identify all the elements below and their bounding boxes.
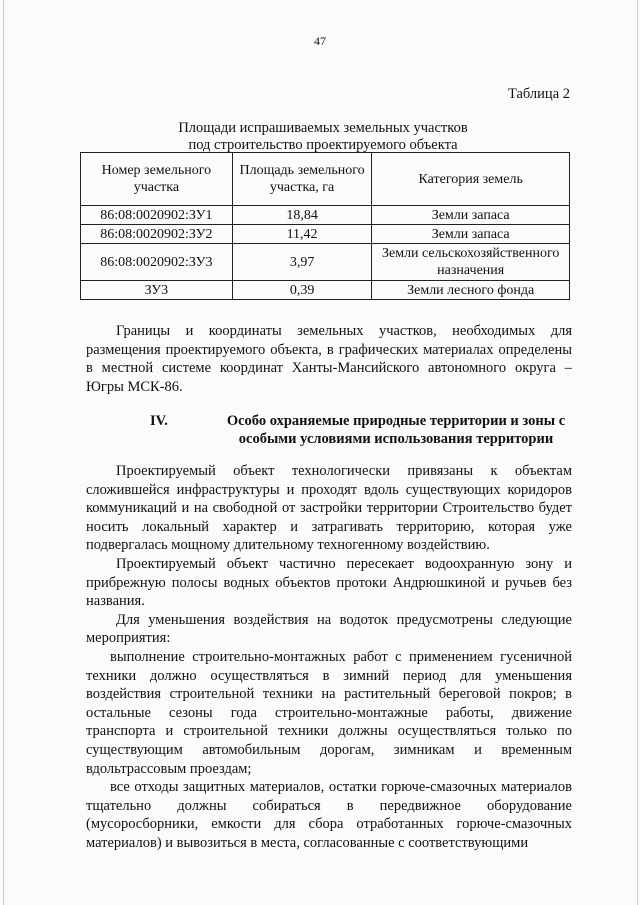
header-parcel-number: Номер земельного участка bbox=[81, 153, 233, 206]
cell-category: Земли сельскохозяйственного назначения bbox=[372, 244, 570, 281]
cell-parcel-number: ЗУ3 bbox=[81, 281, 233, 300]
table-row bbox=[81, 281, 570, 300]
table-label: Таблица 2 bbox=[507, 86, 570, 102]
table-caption bbox=[88, 120, 558, 154]
cell-area: 11,42 bbox=[232, 225, 372, 244]
cell-area: 18,84 bbox=[232, 206, 372, 225]
page-number: 47 bbox=[314, 34, 326, 48]
cell-category: Земли запаса bbox=[372, 225, 570, 244]
cell-category: Земли запаса bbox=[372, 206, 570, 225]
section-title: Особо охраняемые природные территории и зоны с особыми условиями использования территории bbox=[226, 413, 566, 447]
paragraph: все отходы защитных материалов, остатки горюче-смазочных материалов тщательно должны собираться в передвижное оборудование (мусоросборники, емкости для сбора отработанных горюче-смазочных материалов) и вывозиться в места, согласованные с соответствующими bbox=[86, 779, 572, 851]
paragraph-boundaries: Границы и координаты земельных участков, необходимых для размещения проектируемого объекта, в графических материалах определены в местной системе координат Ханты-Мансийского автономного округа – Югры МСК-86. bbox=[86, 323, 572, 395]
body-text bbox=[86, 462, 572, 852]
scan-right-edge bbox=[637, 0, 638, 905]
paragraph: выполнение строительно-монтажных работ с применением гусеничной техники должно осуществляться в зимний период для уменьшения воздействия строительной техники на растительный береговой покров; в остальные сезоны года строительно-монтажные работы, движение транспорта и строительной техники должны осуществляться только по существующим автомобильным дорогам, зимникам и временным вдольтрассовым проездам; bbox=[86, 648, 572, 777]
cell-parcel-number: 86:08:0020902:ЗУ1 bbox=[81, 206, 233, 225]
header-parcel-area: Площадь земельного участка, га bbox=[232, 153, 372, 206]
paragraph: Проектируемый объект частично пересекает водоохранную зону и прибрежную полосы водных объектов протоки Андрюшкиной и ручьев без названия. bbox=[86, 555, 572, 610]
section-number: IV. bbox=[150, 413, 168, 429]
paragraph: Для уменьшения воздействия на водоток предусмотрены следующие мероприятия: bbox=[86, 611, 572, 647]
scan-left-edge bbox=[3, 0, 4, 905]
section-heading bbox=[150, 412, 590, 448]
cell-parcel-number: 86:08:0020902:ЗУ2 bbox=[81, 225, 233, 244]
table-row bbox=[81, 244, 570, 281]
table-row bbox=[81, 225, 570, 244]
table-row bbox=[81, 206, 570, 225]
cell-parcel-number: 86:08:0020902:ЗУ3 bbox=[81, 244, 233, 281]
header-land-category: Категория земель bbox=[372, 153, 570, 206]
table-caption-line1: Площади испрашиваемых земельных участков bbox=[178, 120, 468, 136]
paragraph: Проектируемый объект технологически привязаны к объектам сложившейся инфраструктуры и проходят вдоль существующих коридоров коммуникаций и на свободной от застройки территории Строительство будет носить локальный характер и затрагивать территорию, которая уже подвергалась мощному длительному техногенному воздействию. bbox=[86, 463, 572, 554]
table-header-row bbox=[81, 153, 570, 206]
table-caption-line2: под строительство проектируемого объекта bbox=[188, 137, 458, 153]
cell-area: 0,39 bbox=[232, 281, 372, 300]
land-parcels-table bbox=[80, 152, 570, 300]
cell-area: 3,97 bbox=[232, 244, 372, 281]
cell-category: Земли лесного фонда bbox=[372, 281, 570, 300]
boundaries-paragraph-block bbox=[86, 322, 572, 396]
